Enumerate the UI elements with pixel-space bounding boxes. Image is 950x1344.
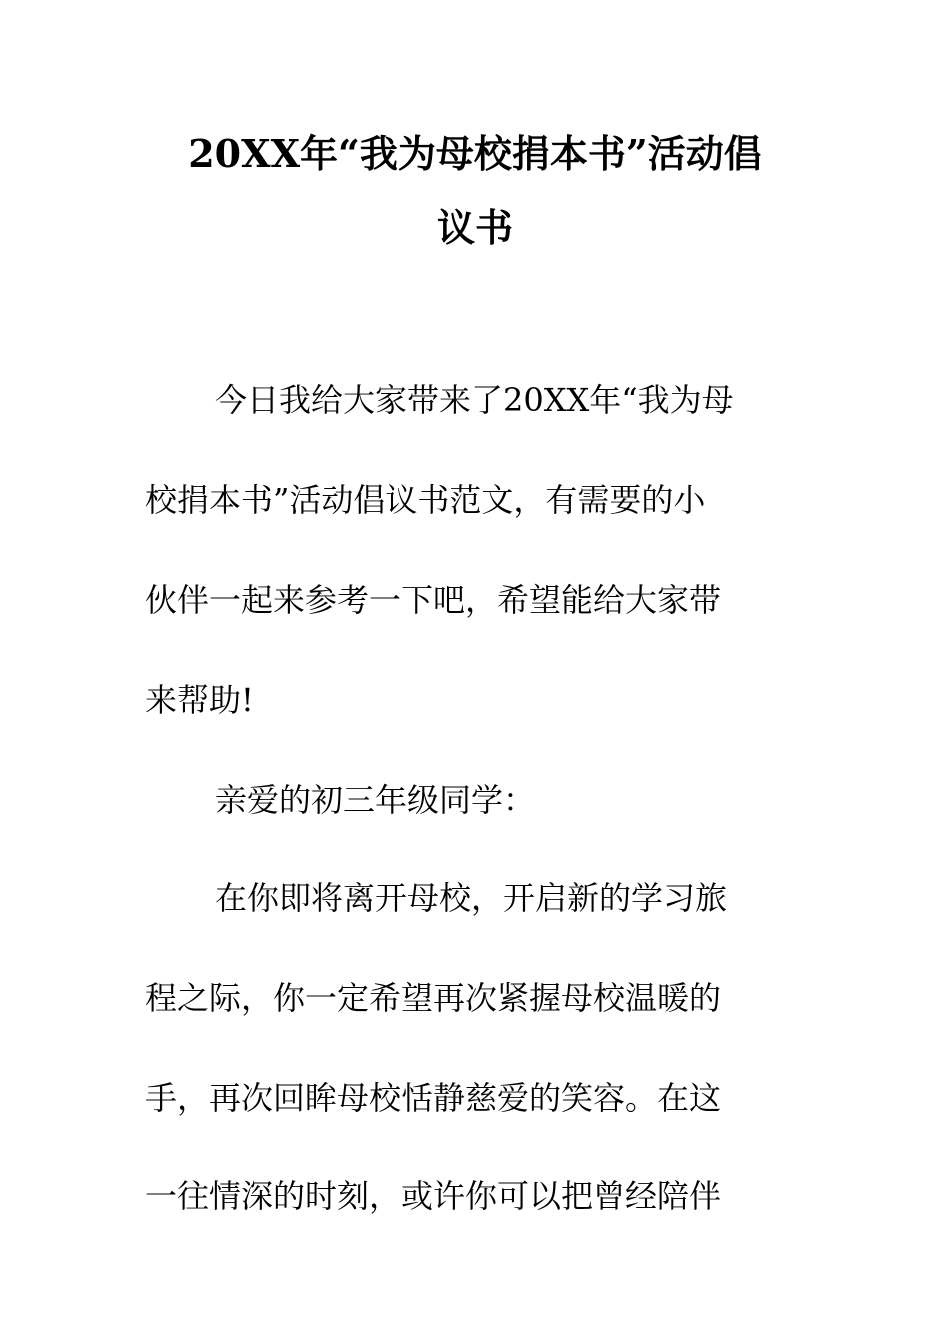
body-line-7: 程之际，你一定希望再次紧握母校温暖的 xyxy=(145,979,722,1017)
document-title-line-2: 议书 xyxy=(436,205,513,250)
body-line-8: 手，再次回眸母校恬静慈爱的笑容。在这 xyxy=(145,1079,722,1117)
document-title-line-1: 20XX年“我为母校捐本书”活动倡 xyxy=(188,131,762,176)
salutation-line: 亲爱的初三年级同学： xyxy=(215,781,536,819)
body-line-4: 来帮助! xyxy=(145,681,254,719)
body-line-1: 今日我给大家带来了20XX年“我为母 xyxy=(215,381,734,419)
body-line-6: 在你即将离开母校，开启新的学习旅 xyxy=(215,879,728,917)
body-line-2: 校捐本书”活动倡议书范文，有需要的小 xyxy=(145,481,706,519)
body-line-3: 伙伴一起来参考一下吧，希望能给大家带 xyxy=(145,581,722,619)
body-line-9: 一往情深的时刻，或许你可以把曾经陪伴 xyxy=(145,1177,722,1215)
